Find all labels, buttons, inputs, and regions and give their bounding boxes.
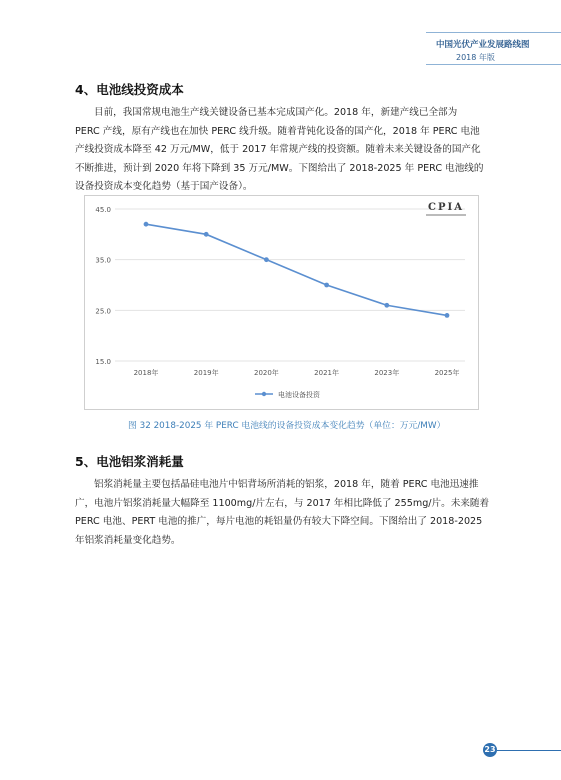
paragraph-line: 目前，我国常规电池生产线关键设备已基本完成国产化。2018 年，新建产线已全部为 <box>94 107 458 118</box>
data-point <box>384 303 389 308</box>
header-title: 中国光伏产业发展路线图 <box>436 40 530 50</box>
footer-rule <box>497 750 561 751</box>
y-tick-label: 45.0 <box>95 206 111 214</box>
y-tick-label: 15.0 <box>95 358 111 366</box>
x-tick-label: 2020年 <box>253 369 279 377</box>
paragraph-line: 广，电池片铝浆消耗量大幅降至 1100mg/片左右，与 2017 年相比降低了 255mg/片。未来随着 <box>75 497 490 509</box>
data-point <box>144 222 149 227</box>
paragraph-line: 设备投资成本变化趋势（基于国产设备）。 <box>75 181 253 192</box>
paragraph-line: 产线投资成本降至 42 万元/MW，低于 2017 年常规产线的投资额。随着未来关键设备的国产化 <box>75 144 481 155</box>
section-4-heading: 4、电池线投资成本 <box>75 82 184 97</box>
paragraph-line: 不断推进，预计到 2020 年将下降到 35 万元/MW。下图给出了 2018-2025 年 PERC 电池线的 <box>75 162 484 174</box>
paragraph-line: PERC 产线，原有产线也在加快 PERC 线升级。随着背钝化设备的国产化，2018 年 PERC 电池 <box>75 125 480 137</box>
data-point <box>445 313 450 318</box>
y-tick-label: 25.0 <box>95 307 111 316</box>
data-point <box>264 257 269 262</box>
section-5-heading: 5、电池铝浆消耗量 <box>75 454 184 469</box>
legend-label: 电池设备投资 <box>278 391 320 399</box>
x-tick-label: 2019年 <box>193 369 219 377</box>
data-point <box>324 283 329 288</box>
header-rule-top <box>426 32 561 33</box>
x-tick-label: 2018年 <box>133 369 159 377</box>
figure-caption: 图 32 2018-2025 年 PERC 电池线的设备投资成本变化趋势（单位：万元/MW） <box>128 421 446 431</box>
section-5-paragraph <box>75 476 495 550</box>
legend-marker <box>262 392 266 396</box>
series-line <box>146 224 447 315</box>
header-rule-bottom <box>426 64 561 65</box>
data-point <box>204 232 209 237</box>
paragraph-line: 年铝浆消耗量变化趋势。 <box>75 534 181 546</box>
page-number: 23 <box>483 743 497 757</box>
section-4-paragraph <box>75 104 495 197</box>
header-subtitle: 2018 年版 <box>456 53 495 62</box>
x-tick-label: 2023年 <box>374 369 400 377</box>
x-tick-label: 2021年 <box>314 369 340 377</box>
logo-mark: CPIA <box>428 202 464 213</box>
y-tick-label: 35.0 <box>95 256 111 265</box>
paragraph-line: 铝浆消耗量主要包括晶硅电池片中铝背场所消耗的铝浆，2018 年，随着 PERC 电池迅速推 <box>94 479 479 490</box>
chart-canvas <box>85 196 478 409</box>
line-chart <box>84 195 479 410</box>
x-tick-label: 2025年 <box>434 369 460 377</box>
paragraph-line: PERC 电池、PERT 电池的推广，每片电池的耗铝量仍有较大下降空间。下图给出了 2018-2025 <box>75 516 483 527</box>
logo-underline <box>426 214 466 216</box>
cpia-logo <box>422 202 470 216</box>
